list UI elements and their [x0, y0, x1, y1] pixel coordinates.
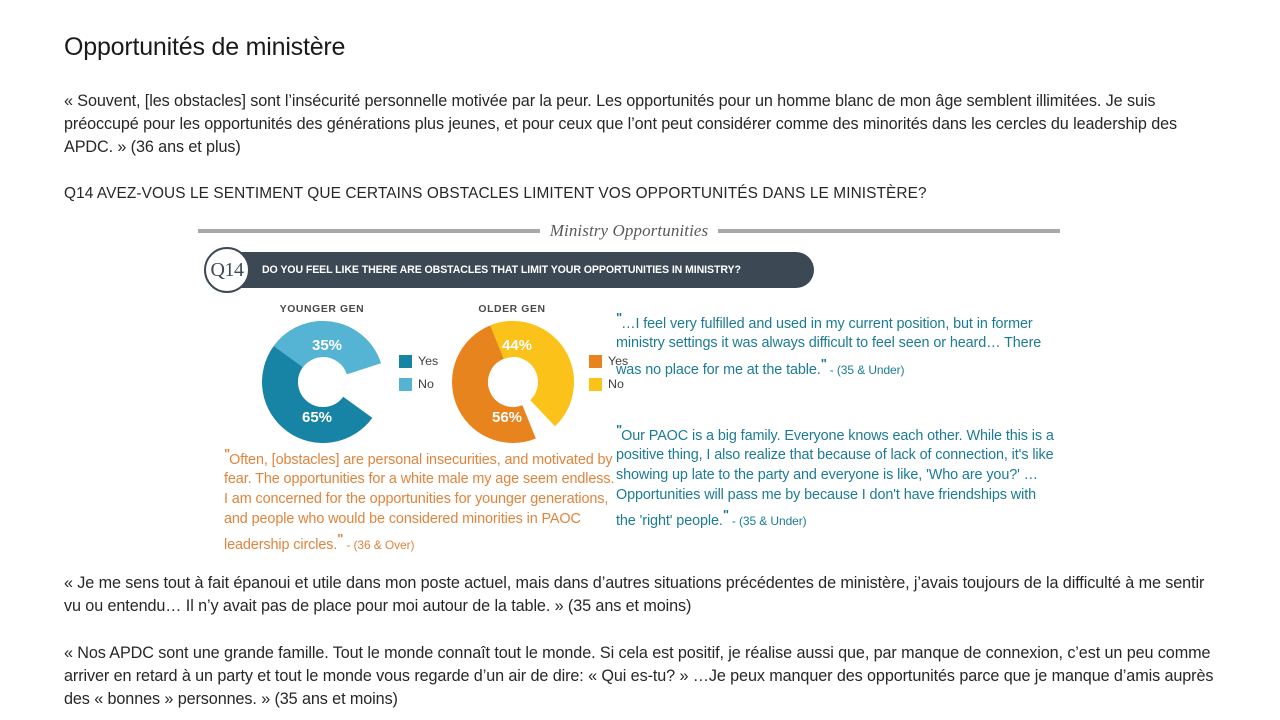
question-bar-text: DO YOU FEEL LIKE THERE ARE OBSTACLES THAT LIMIT YOUR OPPORTUNITIES IN MINISTRY?: [262, 264, 741, 276]
quote-close-mark-icon: ": [722, 507, 728, 523]
legend-label-no: No: [418, 377, 434, 391]
donut-older-gen: [452, 321, 574, 443]
quote-text: Often, [obstacles] are personal insecurities, and motivated by fear. The opportunities for a white male my age seem endless. I am concerned for the opportunities for younger generations, and people who would be considered minorities in PAOC leadership circles.: [224, 451, 615, 553]
question-number-badge: Q14: [204, 247, 250, 293]
french-quote-2: « Nos APDC sont une grande famille. Tout le monde connaît tout le monde. Si cela est positif, je réalise aussi que, par manque de connexion, c’est un peu comme arriver en retard à un party et tout le monde vous regarde d’un air de dire: « Qui es-tu? » …Je peux manquer des opportunités parce que je manque d’amis auprès des « bonnes » personnes. » (35 ans et moins): [64, 644, 1214, 708]
chart-older-gen-title: OLDER GEN: [478, 304, 546, 315]
infographic-quote-orange: [224, 444, 616, 556]
infographic: [198, 212, 1060, 564]
quote-close-mark-icon: ": [820, 355, 826, 371]
legend-swatch-yes-icon: [589, 355, 602, 368]
legend-label-no: No: [608, 377, 624, 391]
intro-paragraph: « Souvent, [les obstacles] sont l’insécurité personnelle motivée par la peur. Les opportunités pour un homme blanc de mon âge semblent illimitées. Je suis préoccupé pour les opportunités des générations plus jeunes, et pour ceux que l’ont peut considérer comme des minorités dans les cercles du leadership des APDC. » (36 ans et plus): [64, 92, 1177, 156]
legend-younger-gen: [399, 354, 438, 400]
legend-swatch-no-icon: [399, 378, 412, 391]
quote-open-mark-icon: ": [616, 310, 622, 325]
donut-younger-label-yes: 65%: [302, 409, 333, 426]
quote-attribution: - (36 & Over): [346, 537, 415, 552]
header-rule-left: [198, 229, 540, 233]
donut-younger-label-no: 35%: [312, 337, 343, 354]
infographic-title: Ministry Opportunities: [549, 221, 709, 240]
quote-tail: table.: [786, 361, 821, 378]
donut-younger-gen: [262, 321, 384, 443]
question-line: Q14 AVEZ-VOUS LE SENTIMENT QUE CERTAINS OBSTACLES LIMITENT VOS OPPORTUNITÉS DANS LE MINISTÈRE?: [64, 185, 927, 202]
chart-younger-gen-title: YOUNGER GEN: [279, 304, 365, 315]
legend-item-yes: [399, 354, 438, 368]
quote-attribution: - (35 & Under): [731, 513, 807, 528]
quote-text: …I feel very fulfilled and used in my current position, but in former ministry settings it was always difficult to feel seen or heard… There was no place for me at the: [616, 315, 1042, 378]
legend-item-no: [399, 377, 438, 391]
quote-text: Our PAOC is a big family. Everyone knows each other. While this is a positive thing, I also realize that because of lack of connection, it's like showing up late to the party and everyone is like, 'Who are you?' …Opportunities will pass me by because I don't have friendships with the 'right' people.: [616, 427, 1054, 529]
infographic-header: [198, 220, 1060, 242]
donut-older-label-yes: 56%: [492, 409, 523, 426]
quote-open-mark-icon: ": [224, 446, 230, 461]
french-quote-1: « Je me sens tout à fait épanoui et utile dans mon poste actuel, mais dans d’autres situations précédentes de ministère, j’avais toujours de la difficulté à me sentir vu ou entendu… Il n’y avait pas de place pour moi autour de la table. » (35 ans et moins): [64, 574, 1205, 615]
legend-swatch-yes-icon: [399, 355, 412, 368]
question-bar: [210, 252, 814, 288]
quote-open-mark-icon: ": [616, 422, 622, 437]
quote-close-mark-icon: ": [337, 531, 343, 547]
legend-label-yes: Yes: [608, 354, 629, 368]
infographic-quote-teal-1: [616, 308, 1046, 380]
quote-attribution: - (35 & Under): [829, 362, 905, 377]
header-rule-right: [718, 229, 1060, 233]
page-title: Opportunités de ministère: [64, 33, 346, 61]
donut-older-label-no: 44%: [502, 337, 533, 354]
infographic-quote-teal-2: [616, 420, 1054, 532]
legend-label-yes: Yes: [418, 354, 439, 368]
legend-swatch-no-icon: [589, 378, 602, 391]
